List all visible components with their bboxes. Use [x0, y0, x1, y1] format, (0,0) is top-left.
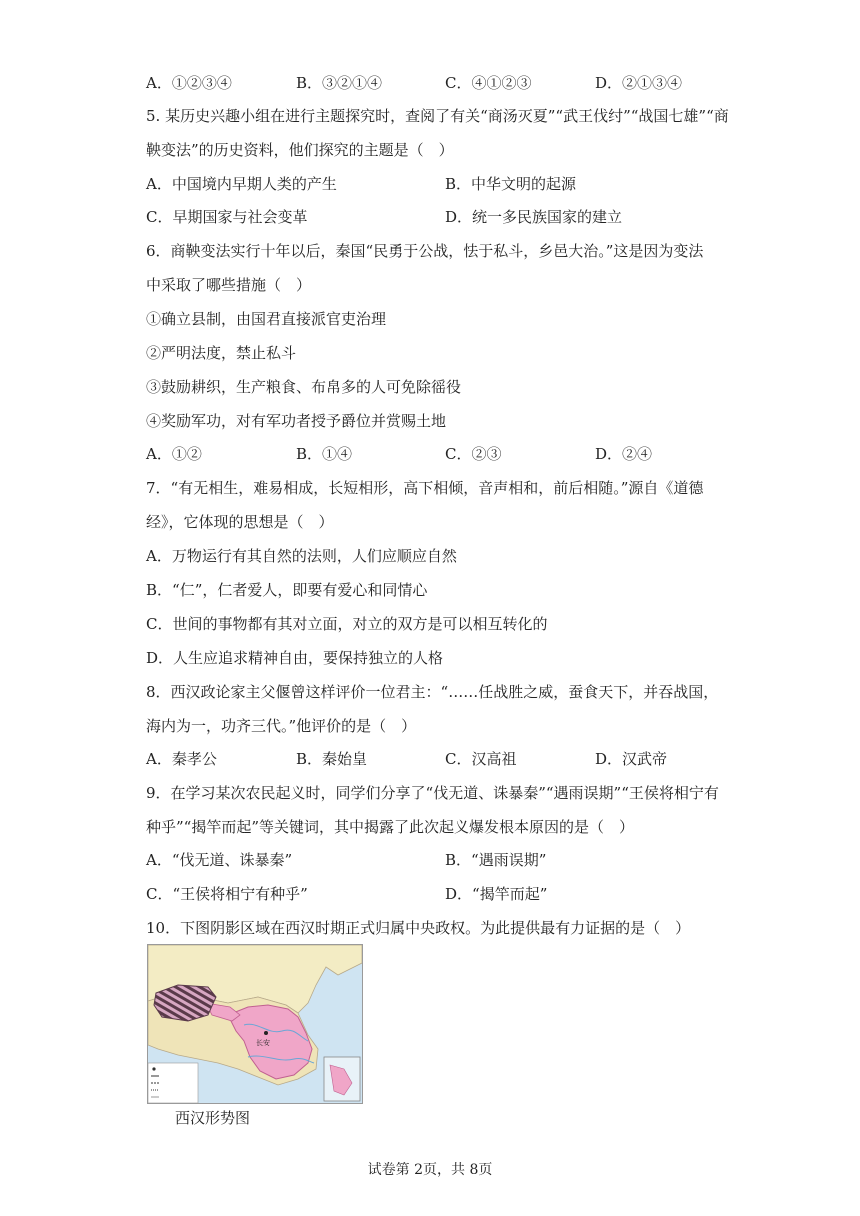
q6-option-b: B．①④	[296, 445, 353, 463]
q9-stem-line2: 种乎”“揭竿而起”等关键词，其中揭露了此次起义爆发根本原因的是（ ）	[146, 818, 635, 836]
q5-option-b: B．中华文明的起源	[445, 175, 577, 193]
q7-option-c: C．世间的事物都有其对立面，对立的双方是可以相互转化的	[146, 615, 548, 633]
map-capital-label: 长安	[256, 1039, 270, 1047]
q6-item-1: ①确立县制，由国君直接派官吏治理	[146, 310, 387, 328]
q4-option-b: B．③②①④	[296, 74, 383, 92]
q7-option-b: B．“仁”，仁者爱人，即要有爱心和同情心	[146, 581, 428, 599]
q7-stem-line1: 7．“有无相生，难易相成，长短相形，高下相倾，音声相和，前后相随。”源自《道德	[146, 479, 704, 497]
q7-option-d: D．人生应追求精神自由，要保持独立的人格	[146, 649, 444, 667]
q10-stem: 10．下图阴影区域在西汉时期正式归属中央政权。为此提供最有力证据的是（ ）	[146, 919, 691, 937]
q5-stem-line1: 5. 某历史兴趣小组在进行主题探究时，查阅了有关“商汤灭夏”“武王伐纣”“战国七雄”“商	[146, 107, 729, 125]
western-han-map	[147, 944, 363, 1104]
q9-stem-line1: 9．在学习某次农民起义时，同学们分享了“伐无道、诛暴秦”“遇雨误期”“王侯将相宁有	[146, 784, 719, 802]
q5-stem-line2: 鞅变法”的历史资料，他们探究的主题是（ ）	[146, 141, 454, 159]
q6-stem-line2: 中采取了哪些措施（ ）	[146, 276, 312, 294]
q6-item-4: ④奖励军功，对有军功者授予爵位并赏赐土地	[146, 412, 447, 430]
q6-item-3: ③鼓励耕织，生产粮食、布帛多的人可免除徭役	[146, 378, 462, 396]
q6-option-d: D．②④	[595, 445, 653, 463]
page-footer: 试卷第 2页，共 8页	[367, 1162, 493, 1178]
q8-option-a: A．秦孝公	[146, 750, 217, 768]
q8-option-d: D．汉武帝	[595, 750, 668, 768]
map-illustration	[148, 945, 362, 1103]
q7-stem-line2: 经》，它体现的思想是（ ）	[146, 513, 334, 531]
q8-stem-line1: 8．西汉政论家主父偃曾这样评价一位君主：“……任战胜之威，蚕食天下，并吞战国，	[146, 683, 719, 701]
map-hatched-region	[154, 985, 216, 1021]
q5-option-a: A．中国境内早期人类的产生	[146, 175, 337, 193]
q6-stem-line1: 6．商鞅变法实行十年以后，秦国“民勇于公战，怯于私斗，乡邑大治。”这是因为变法	[146, 242, 704, 260]
map-legend-capital-symbol	[152, 1067, 155, 1070]
q4-option-a: A．①②③④	[146, 74, 232, 92]
q6-item-2: ②严明法度，禁止私斗	[146, 344, 297, 362]
q6-option-a: A．①②	[146, 445, 202, 463]
q7-option-a: A．万物运行有其自然的法则，人们应顺应自然	[146, 547, 457, 565]
q8-option-c: C．汉高祖	[445, 750, 517, 768]
q5-option-c: C．早期国家与社会变革	[146, 208, 308, 226]
q4-option-c: C．④①②③	[445, 74, 532, 92]
map-caption: 西汉形势图	[175, 1109, 251, 1127]
q8-stem-line2: 海内为一，功齐三代。”他评价的是（ ）	[146, 717, 417, 735]
q9-option-d: D．“揭竿而起”	[445, 885, 548, 903]
map-capital-dot	[264, 1031, 268, 1035]
q9-option-c: C．“王侯将相宁有种乎”	[146, 885, 308, 903]
q4-option-d: D．②①③④	[595, 74, 683, 92]
q6-option-c: C．②③	[445, 445, 502, 463]
q9-option-a: A．“伐无道、诛暴秦”	[146, 851, 293, 869]
q9-option-b: B．“遇雨误期”	[445, 851, 547, 869]
q5-option-d: D．统一多民族国家的建立	[445, 208, 623, 226]
q8-option-b: B．秦始皇	[296, 750, 368, 768]
